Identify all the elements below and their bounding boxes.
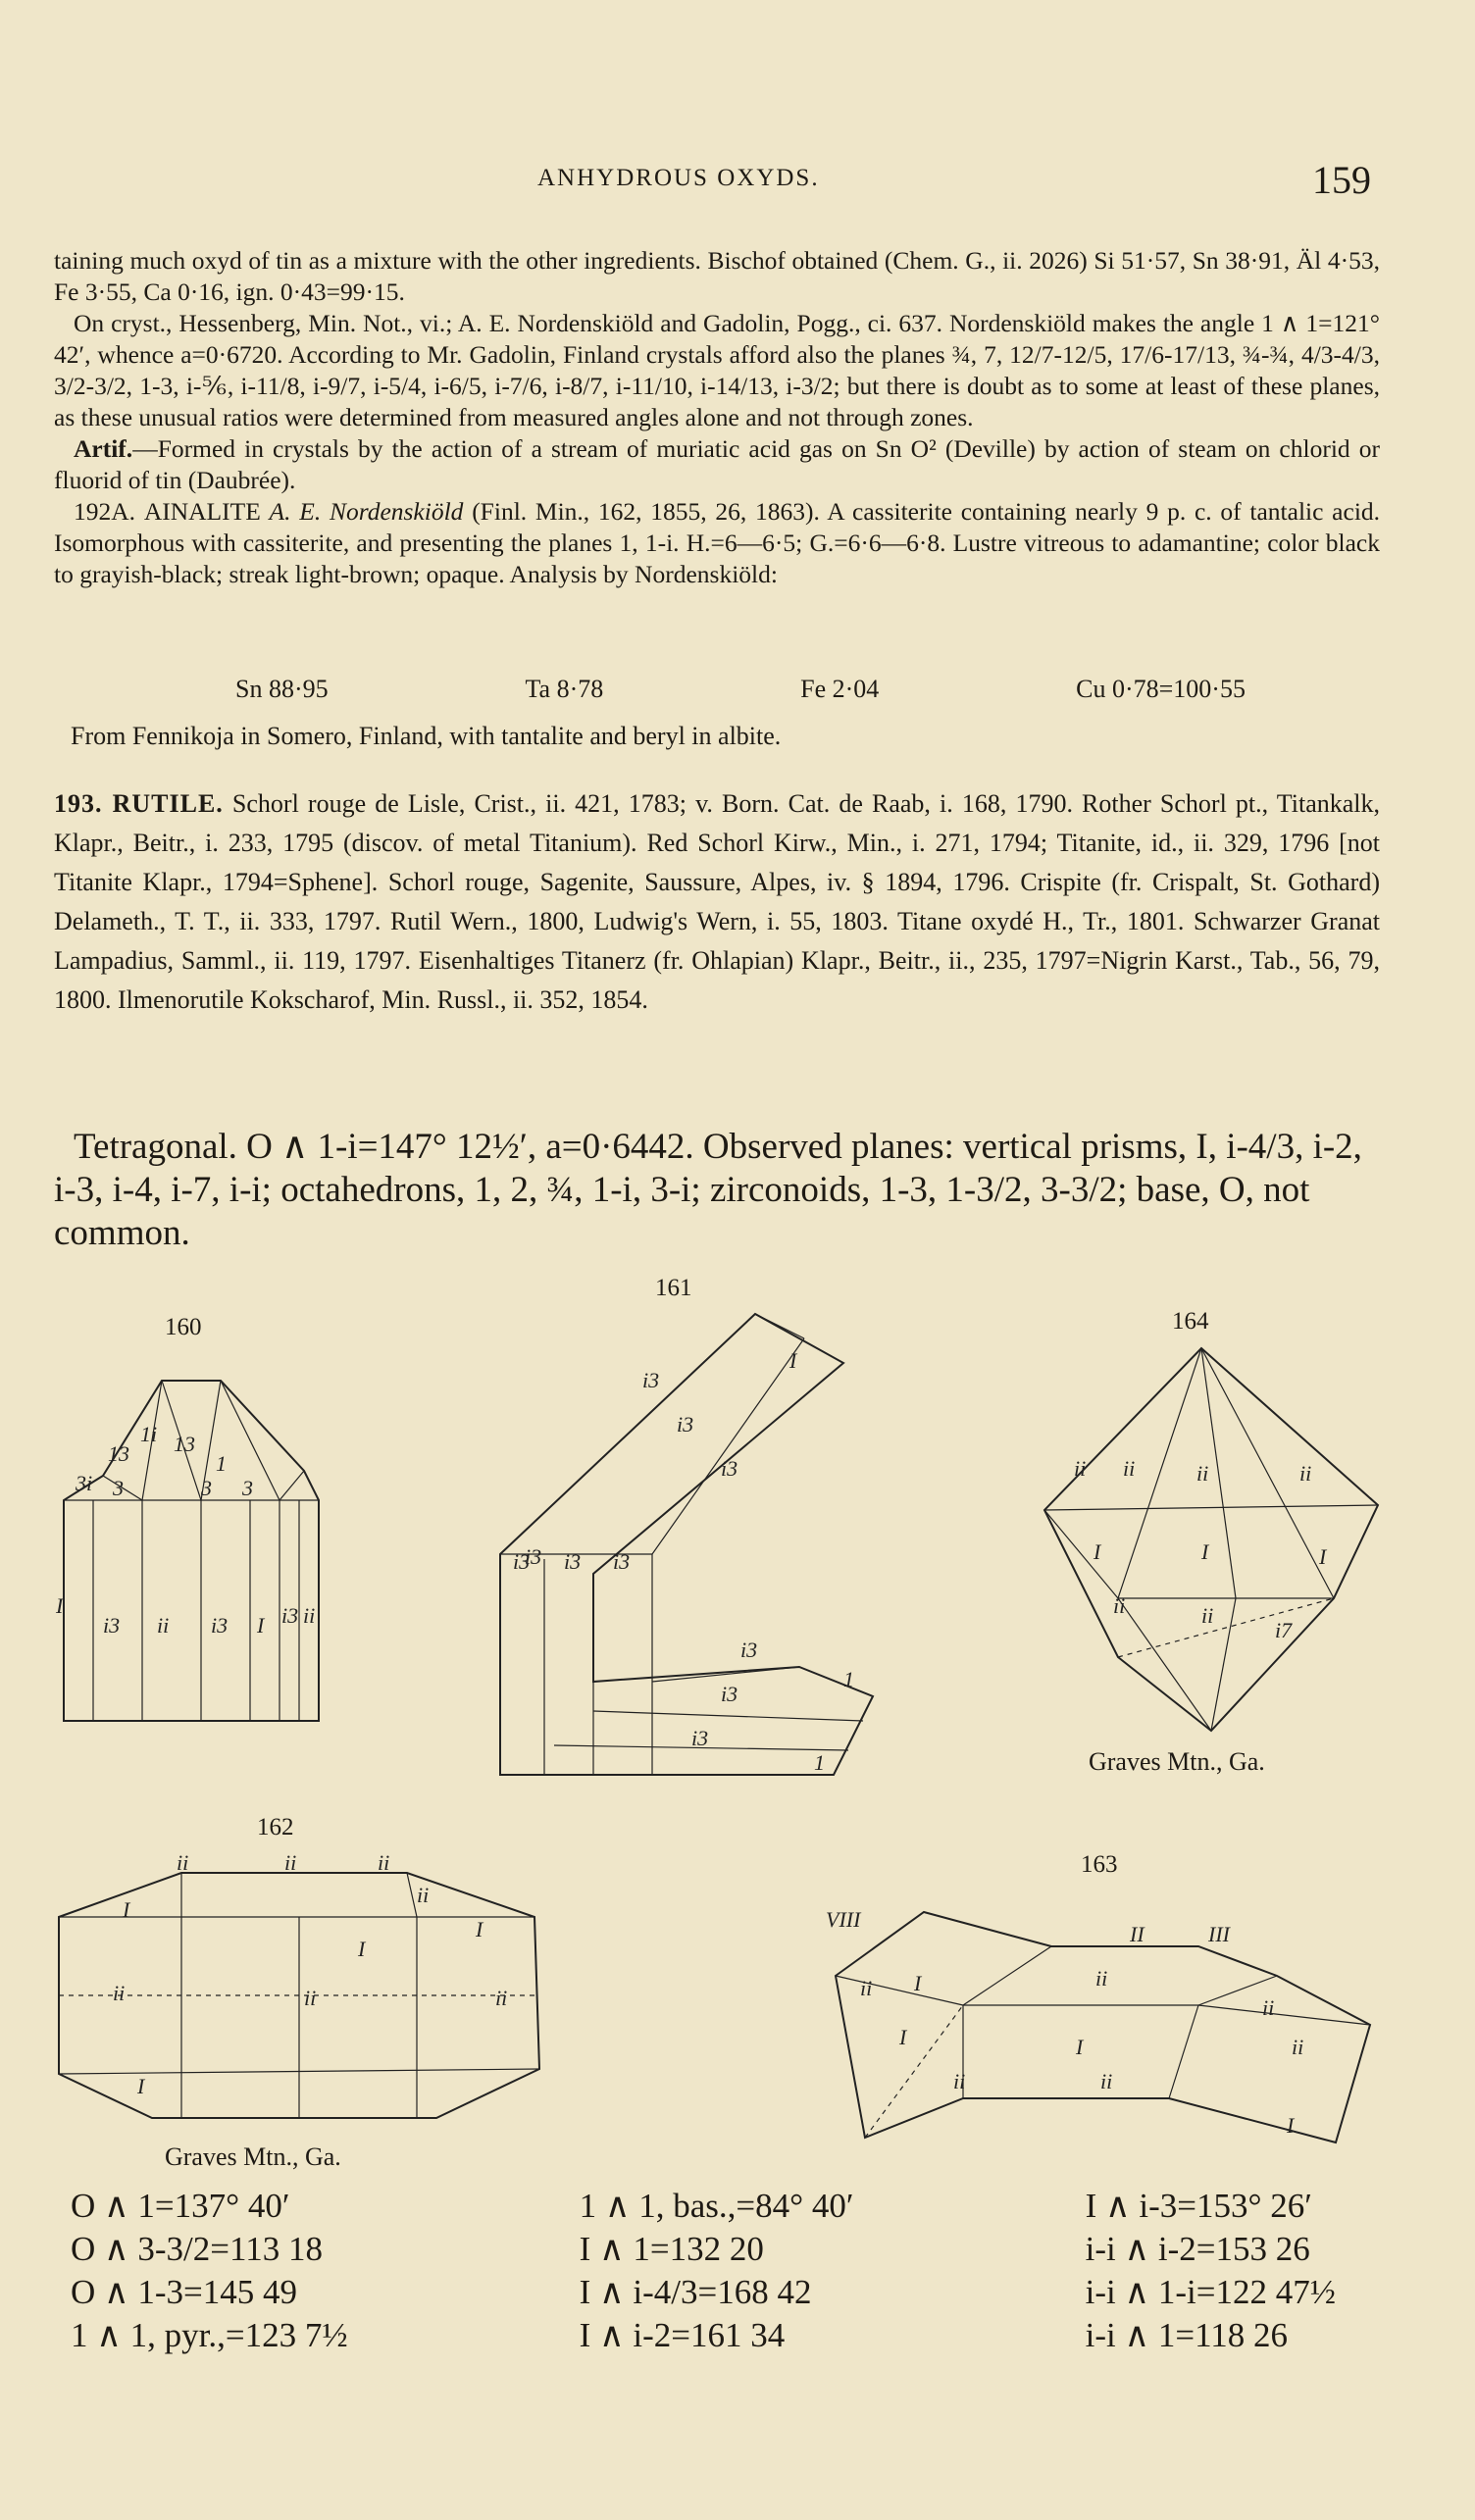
figure-162-caption: Graves Mtn., Ga. xyxy=(165,2142,341,2171)
face-label: 1 xyxy=(216,1451,227,1476)
artif-text: —Formed in crystals by the action of a stream of muriatic acid gas on Sn O² (Deville) by action of steam on chlorid or fluorid of tin (Daubrée). xyxy=(54,434,1380,494)
face-label: I xyxy=(56,1593,64,1618)
figure-161 xyxy=(495,1309,878,1780)
face-label: 13 xyxy=(108,1441,129,1466)
face-label: ii xyxy=(1095,1966,1108,1991)
figure-163 xyxy=(826,1897,1380,2162)
running-head: ANHYDROUS OXYDS. xyxy=(537,165,820,191)
face-label: i3 xyxy=(721,1682,738,1706)
face-label: i3 xyxy=(103,1613,121,1638)
face-label: ii xyxy=(1292,2035,1304,2059)
ainalite-text: (Finl. Min., 162, 1855, 26, 1863). A cassiterite containing nearly 9 p. c. of tantalic acid. Isomorphous with cassiterite, and presenting the planes 1, 1-i. H.=6—6·5; G.=6·6—6·8. Lustre vitreous to adamantine; color black to grayish-black; streak light-brown; opaque. Analysis by Nordenskiöld: xyxy=(54,497,1381,588)
face-label: I xyxy=(476,1917,483,1941)
face-label: i3 xyxy=(740,1638,758,1662)
figure-162 xyxy=(54,1850,544,2123)
face-label: ii xyxy=(113,1981,126,2005)
angle-row: i-i ∧ i-2=153 26 xyxy=(1085,2230,1310,2268)
face-label: 3 xyxy=(242,1476,253,1500)
face-label: ii xyxy=(284,1850,297,1875)
analysis-value: Ta 8·78 xyxy=(525,675,604,703)
ainalite-name: AINALITE xyxy=(143,497,261,526)
ainalite-number: 192A. xyxy=(74,497,136,526)
face-label: ii xyxy=(1074,1456,1087,1481)
face-label: 1 xyxy=(843,1667,854,1691)
face-label: ii xyxy=(378,1850,390,1875)
face-label: ii xyxy=(1113,1593,1126,1618)
face-label: i3 xyxy=(642,1368,660,1392)
face-label: ii xyxy=(417,1883,430,1907)
ainalite-author: A. E. Nordenskiöld xyxy=(269,497,464,526)
angle-row: I ∧ i-3=153° 26′ xyxy=(1085,2187,1312,2225)
figure-163-number: 163 xyxy=(1081,1851,1118,1878)
angle-row: i-i ∧ 1-i=122 47½ xyxy=(1085,2273,1336,2311)
face-label: ii xyxy=(1262,1995,1275,2020)
face-label: ii xyxy=(1100,2069,1113,2093)
figure-164-number: 164 xyxy=(1172,1308,1209,1335)
angle-row: O ∧ 1-3=145 49 xyxy=(71,2273,298,2311)
face-label: i3 xyxy=(281,1603,299,1628)
angle-row: O ∧ 1=137° 40′ xyxy=(71,2187,290,2225)
face-label: I xyxy=(899,2025,907,2049)
rutile-description xyxy=(54,1126,1380,1255)
face-label: I xyxy=(1201,1539,1209,1564)
angle-row: 1 ∧ 1, bas.,=84° 40′ xyxy=(579,2187,854,2225)
face-label: I xyxy=(257,1613,265,1638)
face-label: i3 xyxy=(691,1726,709,1750)
face-label: i3 xyxy=(721,1456,738,1481)
synonymy-text: Schorl rouge de Lisle, Crist., ii. 421, 1783; v. Born. Cat. de Raab, i. 168, 1790. Rother Schorl pt., Titankalk, Klapr., Beitr., i. 233, 1795 (discov. of metal Titanium). Red Schorl Kirw., Min., i. 271, 1794; Titanite, id., ii. 329, 1796 [not Titanite Klapr., 1794=Sphene]. Schorl rouge, Sagenite, Saussure, Alpes, iv. § 1894, 1796. Crispite (fr. Crispalt, St. Gothard) Delameth., T. T., ii. 333, 1797. Rutil Wern., 1800, Ludwig's Wern, i. 55, 1803. Titane oxydé H., Tr., 1801. Schwarzer Granat Lampadius, Samml., ii. 119, 1797. Eisenhaltiges Titanerz (fr. Ohlapian) Klapr., Beitr., ii., 235, 1797=Nigrin Karst., Tab., 56, 79, 1800. Ilmenorutile Kokscharof, Min. Russl., ii. 352, 1854. xyxy=(54,789,1380,1014)
face-label: I xyxy=(1319,1544,1327,1569)
analysis-value: Cu 0·78=100·55 xyxy=(1076,675,1246,703)
face-label: ii xyxy=(495,1986,508,2010)
face-label: i3 xyxy=(525,1544,542,1569)
figure-164-caption: Graves Mtn., Ga. xyxy=(1089,1747,1265,1776)
angle-column xyxy=(1086,2185,1336,2357)
face-label: II xyxy=(1130,1922,1144,1946)
face-label: ii xyxy=(1299,1461,1312,1486)
ainalite-locality: From Fennikoja in Somero, Finland, with tantalite and beryl in albite. xyxy=(71,722,782,750)
face-label: ii xyxy=(1123,1456,1136,1481)
angle-column xyxy=(580,2185,854,2357)
face-label: ii xyxy=(304,1986,317,2010)
rutile-title: 193. RUTILE. xyxy=(54,789,224,818)
rutile-crystal-description: Tetragonal. O ∧ 1-i=147° 12½′, a=0·6442. Observed planes: vertical prisms, I, i-4/3, i-2, i-3, i-4, i-7, i-i; octahedrons, 1, 2, ¾, 1-i, 3-i; zirconoids, 1-3, 1-3/2, 3-3/2; base, O, not common. xyxy=(54,1127,1362,1253)
ainalite-analysis xyxy=(235,675,1246,704)
angle-column xyxy=(71,2185,348,2357)
face-label: ii xyxy=(860,1976,873,2000)
face-label: i3 xyxy=(613,1549,631,1574)
face-label: 3 xyxy=(113,1476,124,1500)
paragraph-analysis-bischof: taining much oxyd of tin as a mixture with the other ingredients. Bischof obtained (Chem. G., ii. 2026) Si 51·57, Sn 38·91, Äl 4·53, Fe 3·55, Ca 0·16, ign. 0·43=99·15. xyxy=(54,246,1380,306)
face-label: ii xyxy=(303,1603,316,1628)
face-label: I xyxy=(137,2074,145,2098)
face-label: i3 xyxy=(513,1549,531,1574)
face-label: I xyxy=(123,1897,130,1922)
angle-row: 1 ∧ 1, pyr.,=123 7½ xyxy=(71,2316,348,2354)
face-label: ii xyxy=(177,1850,189,1875)
figure-162-number: 162 xyxy=(257,1814,294,1840)
face-label: i3 xyxy=(211,1613,229,1638)
face-label: 1i xyxy=(140,1422,158,1446)
angle-row: O ∧ 3-3/2=113 18 xyxy=(71,2230,323,2268)
face-label: I xyxy=(789,1348,797,1373)
analysis-value: Sn 88·95 xyxy=(235,675,329,703)
paragraph-ainalite xyxy=(54,496,1380,590)
face-label: I xyxy=(358,1937,366,1961)
synonymy-paragraph xyxy=(54,784,1380,1020)
angle-table xyxy=(71,2185,1336,2357)
face-label: I xyxy=(914,1971,922,1995)
angle-row: I ∧ i-2=161 34 xyxy=(579,2316,786,2354)
face-label: I xyxy=(1094,1539,1101,1564)
cassiterite-notes xyxy=(54,245,1380,590)
angle-row: i-i ∧ 1=118 26 xyxy=(1085,2316,1289,2354)
face-label: ii xyxy=(1196,1461,1209,1486)
figure-160-number: 160 xyxy=(165,1314,202,1340)
face-label: I xyxy=(1287,2113,1295,2138)
face-label: i7 xyxy=(1275,1618,1293,1642)
figure-160 xyxy=(54,1363,338,1726)
face-label: i3 xyxy=(564,1549,582,1574)
rutile-synonymy xyxy=(54,784,1380,1020)
face-label: 13 xyxy=(174,1432,195,1456)
face-label: ii xyxy=(157,1613,170,1638)
paragraph-crystallography: On cryst., Hessenberg, Min. Not., vi.; A. E. Nordenskiöld and Gadolin, Pogg., ci. 637. Nordenskiöld makes the angle 1 ∧ 1=121° 42′, whence a=0·6720. According to Mr. Gadolin, Finland crystals afford also the planes ¾, 7, 12/7-12/5, 17/6-17/13, ¾-¾, 4/3-4/3, 3/2-3/2, 1-3, i-⅚, i-11/8, i-9/7, i-5/4, i-6/5, i-7/6, i-8/7, i-11/10, i-14/13, i-3/2; but there is doubt as to some at least of these planes, as these unusual ratios were determined from measured angles alone and not through zones. xyxy=(54,309,1380,431)
figure-164 xyxy=(1040,1343,1383,1736)
angle-row: I ∧ 1=132 20 xyxy=(579,2230,764,2268)
face-label: VIII xyxy=(826,1907,861,1932)
face-label: I xyxy=(1076,2035,1084,2059)
artif-label: Artif. xyxy=(74,434,133,463)
face-label: III xyxy=(1208,1922,1230,1946)
figure-161-number: 161 xyxy=(655,1275,692,1301)
analysis-value: Fe 2·04 xyxy=(800,675,880,703)
page-number: 159 xyxy=(1312,158,1371,202)
face-label: 1 xyxy=(814,1750,825,1775)
face-label: ii xyxy=(953,2069,966,2093)
angle-row: I ∧ i-4/3=168 42 xyxy=(579,2273,812,2311)
face-label: 3 xyxy=(201,1476,212,1500)
face-label: i3 xyxy=(677,1412,694,1436)
face-label: ii xyxy=(1201,1603,1214,1628)
face-label: 3i xyxy=(76,1471,93,1495)
paragraph-artificial xyxy=(54,433,1380,496)
